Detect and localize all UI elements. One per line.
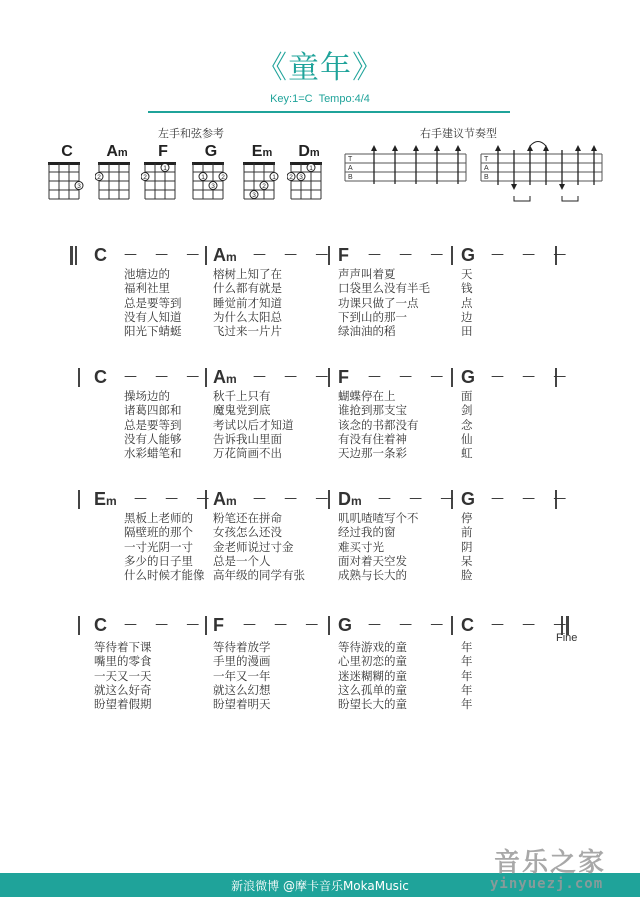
lyric-line: 成熟与长大的 <box>338 568 407 583</box>
chord-name <box>45 143 89 161</box>
measure <box>213 367 336 388</box>
lyric-line: 心里初恋的童 <box>338 654 407 669</box>
chord-root: A <box>213 367 226 387</box>
beat-dashes: — — — <box>243 617 326 632</box>
beat-dashes: — — — <box>491 617 574 632</box>
lyric-line: 总是要等到 <box>124 295 182 310</box>
lyric-line: 点 <box>461 295 473 310</box>
lyric-line: 年 <box>461 640 473 654</box>
measure <box>213 245 336 266</box>
fretboard-nut <box>98 162 130 165</box>
lyric-line: 没有人知道 <box>124 309 182 324</box>
lyric-line: 为什么太阳总 <box>213 309 282 324</box>
lyric-line: 没有人能够 <box>124 431 182 446</box>
measure <box>94 615 207 636</box>
fretboard-nut <box>48 162 80 165</box>
lyric-line: 仙 <box>461 431 473 446</box>
barline <box>451 368 453 387</box>
chord-name <box>141 143 185 161</box>
chord-diagram <box>141 143 185 205</box>
key-label: Key:1=C <box>270 93 313 105</box>
finger-number: 2 <box>221 174 225 181</box>
chord-suffix: m <box>106 494 117 508</box>
measure <box>338 489 461 510</box>
measure-chord <box>461 367 475 388</box>
measure-chord <box>94 245 107 266</box>
chord-row <box>0 246 640 268</box>
chord-diagram <box>189 143 233 205</box>
lyric-line: 脸 <box>461 568 473 583</box>
chord-root: G <box>461 489 476 509</box>
lyric-block <box>213 267 282 338</box>
measure-chord <box>338 245 349 266</box>
lyric-line: 边 <box>461 309 473 324</box>
chord-diagram <box>45 143 89 205</box>
measure-chord <box>461 615 474 636</box>
measure-chord <box>338 367 349 388</box>
lyric-line: 等待着放学 <box>213 640 271 654</box>
start-double-barline <box>75 246 77 265</box>
lyric-line: 魔鬼党到底 <box>213 403 271 418</box>
lyric-line: 什么都有就是 <box>213 281 282 296</box>
lyric-block <box>124 389 182 460</box>
lyric-line: 功课只做了一点 <box>338 295 419 310</box>
lyric-line: 剑 <box>461 403 473 418</box>
chord-root: F <box>338 245 349 265</box>
chord-suffix: m <box>226 494 237 508</box>
strum-pattern-2 <box>478 138 604 208</box>
beat-dashes: — — — <box>491 369 574 384</box>
tab-letter-b: B <box>484 174 489 181</box>
beat-dashes: — — — <box>253 247 336 262</box>
song-title: 《童年》 <box>256 50 384 86</box>
chord-name <box>240 143 284 161</box>
fretboard-nut <box>144 162 176 165</box>
lyric-line: 盼望长大的童 <box>338 697 407 712</box>
fretboard-grid <box>45 161 89 205</box>
lyric-line: 手里的漫画 <box>213 654 271 669</box>
chord-diagram <box>287 143 331 205</box>
lyric-line: 福利社里 <box>124 281 170 296</box>
lyric-line: 隔壁班的那个 <box>124 525 193 540</box>
lyric-line: 诸葛四郎和 <box>124 403 182 418</box>
lyric-block <box>338 640 407 711</box>
finger-number: 2 <box>289 174 293 181</box>
lyric-line: 多少的日子里 <box>124 553 193 568</box>
chord-root: C <box>94 245 107 265</box>
fretboard-nut <box>290 162 322 165</box>
lyric-block <box>461 389 473 460</box>
start-barline <box>78 368 80 387</box>
measure-chord <box>338 615 352 636</box>
chord-root: D <box>298 143 310 160</box>
lyric-line: 难买寸光 <box>338 539 384 554</box>
lyric-line: 飞过来一片片 <box>213 324 282 339</box>
lyric-line: 天边那一条彩 <box>338 446 407 461</box>
lyric-line: 年 <box>461 668 473 683</box>
lyric-line: 一寸光阴一寸 <box>124 539 193 554</box>
finger-number: 2 <box>143 174 147 181</box>
lyric-line: 考试以后才知道 <box>213 417 294 432</box>
fine-marker: Fine <box>556 632 578 644</box>
fretboard-nut <box>243 162 275 165</box>
lyric-line: 绿油油的稻 <box>338 324 396 339</box>
beat-dashes: — — — <box>253 369 336 384</box>
lyric-line: 什么时候才能像 <box>124 568 205 583</box>
strum-pattern-heading: 右手建议节奏型 <box>420 127 497 140</box>
lyric-line: 田 <box>461 324 473 339</box>
beat-dashes: — — — <box>491 491 574 506</box>
lyric-line: 停 <box>461 511 473 525</box>
chord-root: G <box>461 245 476 265</box>
chord-row <box>0 490 640 512</box>
measure <box>338 615 451 636</box>
chord-suffix: m <box>226 250 237 264</box>
finger-number: 2 <box>97 174 101 181</box>
lyric-line: 榕树上知了在 <box>213 267 282 281</box>
lyric-line: 万花筒画不出 <box>213 446 282 461</box>
lyric-line: 嘴里的零食 <box>94 654 152 669</box>
lyric-line: 谁抢到那支宝 <box>338 403 407 418</box>
tab-letter-t: T <box>484 156 489 163</box>
chord-root: C <box>61 143 73 160</box>
lyric-block <box>213 389 294 460</box>
beat-dashes: — — — <box>134 491 217 506</box>
lyric-line: 口袋里么没有半毛 <box>338 281 430 296</box>
tab-letter-b: B <box>348 174 353 181</box>
measure-chord <box>213 615 224 636</box>
chord-diagram <box>95 143 139 205</box>
measure-chord <box>94 615 107 636</box>
chord-root: C <box>94 367 107 387</box>
beat-dashes: — — — <box>124 617 207 632</box>
lyric-line: 前 <box>461 525 473 540</box>
start-barline <box>78 616 80 635</box>
chord-root: G <box>204 143 218 160</box>
chord-root: C <box>94 615 107 635</box>
lyric-line: 经过我的窗 <box>338 525 396 540</box>
measure <box>338 245 451 266</box>
barline <box>451 616 453 635</box>
fretboard-grid <box>189 161 233 205</box>
beat-dashes: — — — <box>253 491 336 506</box>
finger-number: 3 <box>252 192 256 199</box>
key-tempo-line <box>0 93 640 105</box>
lyric-line: 操场边的 <box>124 389 170 403</box>
beat-dashes: — — — <box>124 247 207 262</box>
lyric-block <box>124 267 182 338</box>
beat-dashes: — — — <box>124 369 207 384</box>
start-double-barline <box>70 246 73 265</box>
measure-chord <box>461 489 475 510</box>
measure <box>338 367 451 388</box>
beat-dashes: — — — <box>378 491 461 506</box>
lyric-line: 这么孤单的童 <box>338 682 407 697</box>
chord-suffix: m <box>226 372 237 386</box>
chord-root: G <box>461 367 476 387</box>
measure <box>94 245 207 266</box>
lyric-block <box>461 511 473 582</box>
tab-letter-t: T <box>348 156 353 163</box>
fretboard-grid <box>95 161 139 205</box>
finger-number: 1 <box>309 165 313 172</box>
measure-chord <box>461 245 475 266</box>
chord-root: D <box>338 489 351 509</box>
measure <box>461 489 574 510</box>
lyric-line: 黑板上老师的 <box>124 511 193 525</box>
measure <box>213 615 326 636</box>
lyric-line: 有没有住着神 <box>338 431 407 446</box>
finger-number: 1 <box>163 165 167 172</box>
chord-row <box>0 368 640 390</box>
measure <box>213 489 336 510</box>
strum-pattern-1 <box>342 142 468 192</box>
beat-dashes: — — — <box>491 247 574 262</box>
measure-chord <box>94 367 107 388</box>
chord-suffix: m <box>309 147 320 159</box>
fretboard-grid <box>240 161 284 205</box>
measure <box>94 489 217 510</box>
chord-reference-heading: 左手和弦参考 <box>158 127 224 140</box>
lyric-block <box>338 267 430 338</box>
lyric-line: 高年级的同学有张 <box>213 568 305 583</box>
measure-chord <box>94 489 117 510</box>
watermark-url: yinyuezj.com <box>490 876 604 892</box>
finger-number: 3 <box>211 183 215 190</box>
lyric-line: 呆 <box>461 553 473 568</box>
title-divider <box>148 111 510 113</box>
beat-dashes: — — — <box>368 617 451 632</box>
measure <box>461 245 574 266</box>
lyric-line: 总是一个人 <box>213 553 271 568</box>
lyric-line: 阳光下蜻蜓 <box>124 324 182 339</box>
lyric-line: 面对着天空发 <box>338 553 407 568</box>
fretboard-grid <box>287 161 331 205</box>
finger-number: 2 <box>262 183 266 190</box>
chord-root: A <box>106 143 118 160</box>
lyric-line: 念 <box>461 417 473 432</box>
lyric-line: 盼望着假期 <box>94 697 152 712</box>
chord-suffix: m <box>351 494 362 508</box>
lyric-line: 池塘边的 <box>124 267 170 281</box>
lyric-line: 粉笔还在拼命 <box>213 511 282 525</box>
lyric-block <box>94 640 152 711</box>
lyric-line: 叽叽喳喳写个不 <box>338 511 419 525</box>
lyric-line: 下到山的那一 <box>338 309 407 324</box>
chord-root: F <box>158 143 168 160</box>
lyric-line: 天 <box>461 267 473 281</box>
measure-chord <box>213 367 237 388</box>
beat-dashes: — — — <box>368 247 451 262</box>
lyric-block <box>124 511 205 582</box>
lyric-line: 盼望着明天 <box>213 697 271 712</box>
lyric-block <box>461 640 473 711</box>
chord-root: A <box>213 245 226 265</box>
measure <box>461 615 574 636</box>
lyric-block <box>213 640 271 711</box>
lyric-line: 该念的书都没有 <box>338 417 419 432</box>
tab-letter-a: A <box>348 165 353 172</box>
lyric-block <box>338 389 419 460</box>
chord-root: G <box>338 615 353 635</box>
barline <box>328 616 330 635</box>
chord-root: E <box>94 489 107 509</box>
lyric-line: 就这么好奇 <box>94 682 152 697</box>
chord-root: E <box>251 143 263 160</box>
measure-chord <box>213 245 237 266</box>
barline <box>451 246 453 265</box>
fretboard-grid <box>141 161 185 205</box>
finger-number: 1 <box>201 174 205 181</box>
lyric-line: 虹 <box>461 446 473 461</box>
chord-suffix: m <box>117 147 128 159</box>
tempo-label: Tempo:4/4 <box>318 93 370 105</box>
chord-root: F <box>338 367 349 387</box>
chord-name <box>95 143 139 161</box>
lyric-line: 告诉我山里面 <box>213 431 282 446</box>
lyric-block <box>338 511 419 582</box>
site-watermark <box>488 842 638 902</box>
lyric-block <box>213 511 305 582</box>
finger-number: 1 <box>272 174 276 181</box>
start-barline <box>78 490 80 509</box>
beat-dashes: — — — <box>368 369 451 384</box>
measure <box>94 367 207 388</box>
finger-number: 3 <box>77 183 81 190</box>
chord-root: A <box>213 489 226 509</box>
measure <box>461 367 574 388</box>
chord-name <box>287 143 331 161</box>
lyric-line: 总是要等到 <box>124 417 182 432</box>
footer-credit: 新浪微博 @摩卡音乐MokaMusic <box>231 879 409 893</box>
lyric-line: 女孩怎么还没 <box>213 525 282 540</box>
lyric-line: 年 <box>461 682 473 697</box>
chord-root: F <box>213 615 224 635</box>
lyric-line: 阴 <box>461 539 473 554</box>
chord-row <box>0 616 640 638</box>
lyric-line: 金老师说过寸金 <box>213 539 294 554</box>
lyric-line: 一天又一天 <box>94 668 152 683</box>
lyric-block <box>461 267 473 338</box>
lyric-line: 面 <box>461 389 473 403</box>
watermark-logo-text: 音乐之家 <box>494 848 607 878</box>
lyric-line: 年 <box>461 654 473 669</box>
measure-chord <box>338 489 362 510</box>
lyric-line: 水彩蜡笔和 <box>124 446 182 461</box>
lyric-line: 秋千上只有 <box>213 389 271 403</box>
lyric-line: 迷迷糊糊的童 <box>338 668 407 683</box>
chord-root: C <box>461 615 474 635</box>
lyric-line: 等待着下课 <box>94 640 152 654</box>
finger-number: 3 <box>299 174 303 181</box>
chord-diagram <box>240 143 284 205</box>
lyric-line: 一年又一年 <box>213 668 271 683</box>
lyric-line: 声声叫着夏 <box>338 267 396 281</box>
chord-name <box>189 143 233 161</box>
tab-letter-a: A <box>484 165 489 172</box>
lyric-line: 就这么幻想 <box>213 682 271 697</box>
fretboard-nut <box>192 162 224 165</box>
lyric-line: 钱 <box>461 281 473 296</box>
measure-chord <box>213 489 237 510</box>
lyric-line: 蝴蝶停在上 <box>338 389 396 403</box>
lyric-line: 睡觉前才知道 <box>213 295 282 310</box>
lyric-line: 年 <box>461 697 473 712</box>
chord-suffix: m <box>262 147 273 159</box>
lyric-line: 等待游戏的童 <box>338 640 407 654</box>
